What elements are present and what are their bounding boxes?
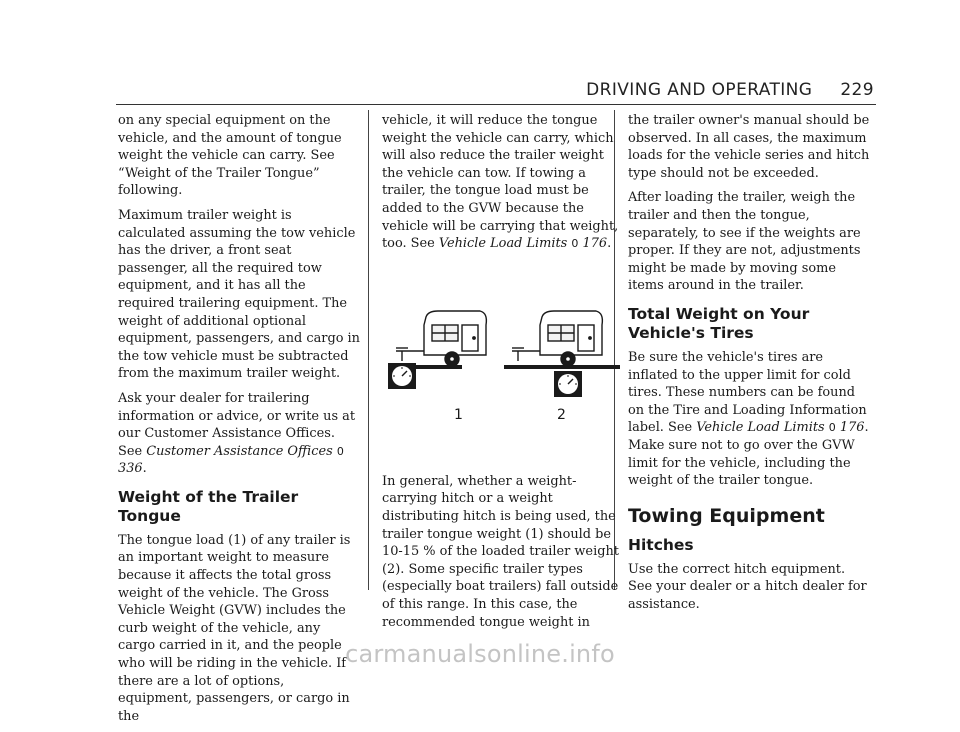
page-ref-icon: 0 bbox=[336, 444, 344, 458]
figure-label-2: 2 bbox=[557, 406, 566, 423]
watermark-text: carmanualsonline.info bbox=[345, 640, 615, 668]
section-heading: Total Weight on Your Vehicle's Tires bbox=[628, 304, 810, 342]
paragraph: Maximum trailer weight is calculated assuming the tow vehicle has the driver, a front seat passenger, all the required tow equipment, and it has all the required trailering equipment. The weight of additional optional equipment, passengers, and cargo in the tow vehicle must be subtracted from the maximum trailer weight. bbox=[118, 207, 360, 382]
paragraph: After loading the trailer, weigh the trailer and then the tongue, separately, to see if the weights are proper. If they are not, adjustments might be made by moving some items around in the trailer. bbox=[628, 190, 861, 294]
page-ref-icon: 0 bbox=[828, 421, 836, 435]
paragraph-text: vehicle, it will reduce the tongue weight the vehicle can carry, which will also reduce the trailer weight the vehicle can tow. If towing a trailer, the tongue load must be added to the GVW because the vehicle will be carrying that weight, too. See bbox=[382, 113, 619, 252]
paragraph: the trailer owner's manual should be observed. In all cases, the maximum loads for the vehicle series and hitch type should not be exceeded. bbox=[628, 113, 870, 181]
reference-title: Customer Assistance Offices bbox=[146, 443, 333, 459]
paragraph-end: . bbox=[607, 236, 612, 252]
paragraph-end: . Make sure not to go over the GVW limit for the vehicle, including the weight of the trailer tongue. bbox=[628, 420, 869, 489]
paragraph-text: Be sure the vehicle's tires are inflated to the upper limit for cold tires. These numbers can be found on the Tire and Loading Information label. See bbox=[628, 349, 867, 436]
paragraph bbox=[382, 112, 625, 253]
trailer-weight-illustration bbox=[382, 267, 625, 467]
section-heading: Weight of the Trailer Tongue bbox=[118, 487, 299, 525]
trailer-1-graphic bbox=[396, 311, 486, 366]
paragraph-text: Ask your dealer for trailering information or advice, or write us at our Customer Assistance Offices. See bbox=[118, 390, 356, 459]
chapter-heading: Towing Equipment bbox=[628, 504, 825, 527]
header-rule bbox=[116, 104, 876, 105]
column-2 bbox=[382, 112, 625, 638]
paragraph bbox=[628, 349, 871, 490]
scale-1-icon bbox=[388, 363, 416, 389]
reference-page: 176 bbox=[582, 236, 608, 252]
paragraph: The tongue load (1) of any trailer is an important weight to measure because it affects the total gross weight of the vehicle. The Gross Vehicle Weight (GVW) includes the curb weight of the vehicle, any cargo carried in it, and the people who will be riding in the vehicle. If there are a lot of options, equipment, passengers, or cargo in the bbox=[118, 532, 351, 724]
paragraph: Use the correct hitch equipment. See your dealer or a hitch dealer for assistance. bbox=[628, 561, 867, 612]
cross-reference-link[interactable] bbox=[439, 236, 607, 251]
paragraph bbox=[118, 390, 361, 478]
subsection-heading: Hitches bbox=[628, 535, 694, 554]
reference-title: Vehicle Load Limits bbox=[696, 420, 825, 436]
page-ref-icon: 0 bbox=[571, 237, 579, 251]
ground-platform bbox=[504, 365, 620, 369]
reference-title: Vehicle Load Limits bbox=[438, 236, 568, 252]
cross-reference-link[interactable] bbox=[118, 444, 344, 477]
page-number: 229 bbox=[840, 80, 874, 100]
ground-platform bbox=[416, 365, 462, 369]
section-title: DRIVING AND OPERATING bbox=[586, 80, 813, 100]
scale-2-icon bbox=[554, 371, 582, 397]
reference-page: 336 bbox=[118, 461, 143, 477]
figure-label-1: 1 bbox=[454, 406, 463, 423]
trailer-diagram bbox=[382, 267, 625, 467]
paragraph: In general, whether a weight-carrying hitch or a weight distributing hitch is being used, the trailer tongue weight (1) should be 10-15 % of the loaded trailer weight (2). Some specific trailer types (especially boat trailers) fall outside of this range. In this case, the recommended tongue weight in bbox=[382, 473, 619, 630]
column-3 bbox=[628, 112, 871, 620]
trailer-2-graphic bbox=[512, 311, 602, 366]
column-divider bbox=[368, 110, 369, 590]
cross-reference-link[interactable] bbox=[696, 420, 864, 435]
page-header bbox=[586, 80, 874, 100]
column-1 bbox=[118, 112, 361, 732]
reference-page: 176 bbox=[839, 420, 865, 436]
paragraph-end: . bbox=[142, 461, 147, 477]
paragraph: on any special equipment on the vehicle, and the amount of tongue weight the vehicle can carry. See “Weight of the Trailer Tongue” following. bbox=[118, 113, 342, 199]
